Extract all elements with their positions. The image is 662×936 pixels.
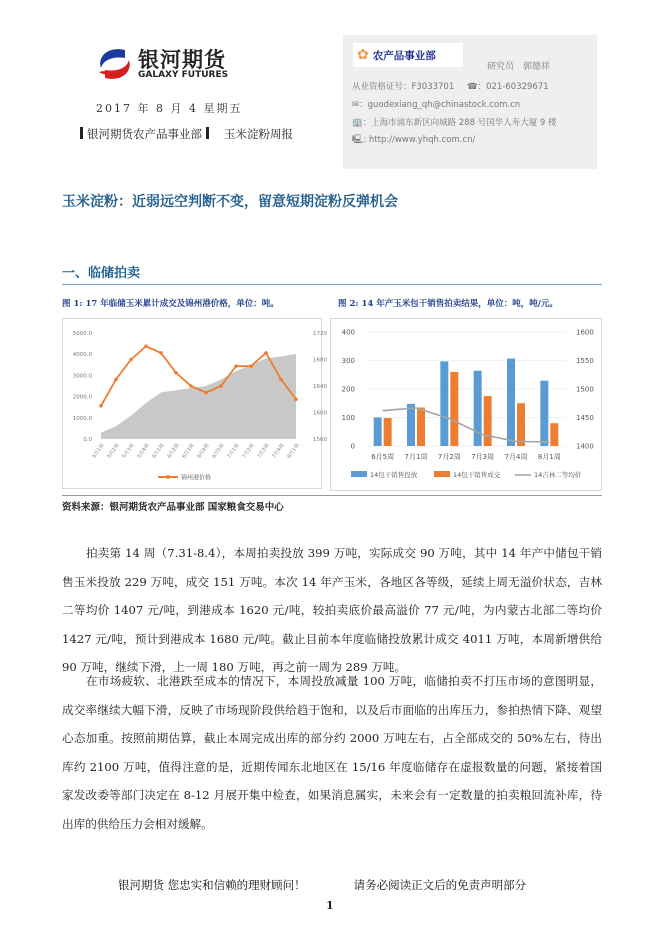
report-date: 2017 年 8 月 4 星期五: [96, 102, 243, 115]
chart1: [62, 318, 327, 489]
report-name: 玉米淀粉周报: [223, 127, 293, 141]
y-tick-left: 4000.0: [72, 352, 92, 359]
bar-release: [474, 371, 482, 446]
bar-release: [440, 361, 448, 446]
researcher: 研究员 郭德祥: [487, 62, 551, 72]
chart1-caption: 图 1: 17 年临储玉米累计成交及锦州港价格，单位：吨。: [62, 299, 279, 309]
y-tick-left: 5000.0: [72, 331, 92, 337]
x-tick: 7月4周: [271, 442, 286, 460]
y-tick-right: 1560: [313, 437, 327, 443]
report-title: 玉米淀粉：近弱远空判断不变，留意短期淀粉反弹机会: [62, 194, 398, 210]
email: ✉：guodexiang_qh@chinastock.com.cn: [352, 100, 521, 110]
bar-release: [374, 418, 382, 447]
price-point: [174, 371, 178, 375]
x-tick: 7月2周: [437, 453, 461, 461]
area-cumulative: [101, 354, 296, 439]
y-tick-left: 0.0: [83, 437, 92, 443]
y-tick-left: 1000.0: [72, 415, 92, 422]
page-number: 1: [326, 899, 334, 912]
source-note: 资料来源：银河期货农产品事业部 国家粮食交易中心: [62, 502, 284, 513]
legend-label: 14包干销售投放: [370, 471, 418, 479]
people-icon: ✿: [357, 47, 369, 63]
x-tick: 7月3周: [256, 442, 271, 460]
website[interactable]: 🖳: http://www.yhqh.com.cn/: [352, 135, 476, 145]
body-paragraph: 拍卖第 14 周（7.31-8.4），本周拍卖投放 399 万吨，实际成交 90 万吨，其中 14 年产中储包干销售玉米投放 229 万吨，成交 151 万吨。本次 14 年产玉米，各地区各等级，延续上周无溢价状态，吉林二等均价 1407 元/吨，到港成本 1620 元/吨，较拍卖底价最高溢价 77 元/吨，为内蒙古北部二等均价 1427 元/吨，预计到港成本 1680 元/吨。截止目前本年度临储投放累计成交 4011 万吨，本周新增供给 90 万吨，继续下滑，上一周 180 万吨，再之前一周为 289 万吨。: [62, 546, 602, 674]
price-point: [234, 364, 238, 368]
y-tick-left: 300: [341, 357, 355, 365]
price-point: [114, 378, 118, 382]
bar-release: [540, 381, 548, 446]
y-tick-right: 1600: [313, 410, 327, 417]
price-point: [99, 404, 103, 408]
x-tick: 7月4周: [504, 453, 528, 461]
bar-deal: [384, 418, 392, 446]
y-tick-right: 1680: [313, 357, 327, 364]
y-tick-right: 1400: [576, 442, 594, 451]
bar-deal: [484, 396, 492, 446]
legend-marker: [166, 475, 170, 479]
price-point: [219, 384, 223, 388]
report-header-line: [76, 126, 293, 142]
bar-deal: [550, 423, 558, 446]
bar-release: [407, 404, 415, 446]
y-tick-left: 200: [341, 385, 355, 394]
x-tick: 6月5周: [371, 453, 395, 461]
price-point: [279, 378, 283, 382]
x-tick: 5月4周: [136, 442, 151, 460]
x-tick: 6月2周: [166, 442, 181, 460]
x-tick: 8月1周: [286, 442, 301, 460]
price-point: [129, 358, 133, 362]
researcher-info-box: [343, 35, 597, 169]
legend-label: 14吉林二等均价: [534, 471, 582, 479]
chart2: [330, 318, 602, 491]
section-heading: 一、临储拍卖: [62, 266, 141, 281]
department: 银河期货农产品事业部: [87, 127, 202, 141]
bar-deal: [417, 408, 425, 446]
price-point: [294, 397, 298, 401]
x-tick: 7月1周: [404, 453, 428, 461]
x-tick: 5月1周: [91, 442, 106, 460]
price-point: [204, 391, 208, 395]
bar-deal: [517, 403, 525, 446]
y-tick-right: 1550: [576, 357, 594, 365]
x-tick: 5月3周: [121, 442, 136, 460]
footer-slogan: 银河期货 您忠实和信赖的理财顾问！: [118, 878, 306, 892]
y-tick-right: 1720: [313, 331, 327, 337]
legend-label: 锦州港价格: [181, 474, 212, 482]
x-tick: 7月3周: [471, 453, 495, 461]
x-tick: 5月2周: [106, 442, 121, 460]
footer-disclaimer: 请务必阅读正文后的免责声明部分: [353, 878, 527, 892]
price-point: [189, 384, 193, 388]
address: 🏢：上海市浦东新区向城路 288 号国华人寿大厦 9 楼: [352, 118, 557, 128]
legend-swatch: [434, 471, 450, 477]
price-point: [264, 351, 268, 355]
galaxy-logo-icon: [95, 46, 135, 82]
logo-text: 银河期货: [138, 48, 226, 72]
y-tick-left: 400: [341, 328, 355, 337]
dept-logo: [353, 43, 463, 67]
y-tick-right: 1500: [576, 385, 594, 394]
y-tick-left: 100: [341, 414, 355, 422]
license: 从业资格证号：F3033701: [352, 82, 455, 92]
y-tick-left: 3000.0: [72, 373, 92, 380]
price-point: [249, 364, 253, 368]
x-tick: 8月1周: [537, 453, 561, 461]
y-tick-left: 2000.0: [72, 394, 92, 401]
divider: [62, 495, 602, 496]
x-tick: 7月2周: [241, 442, 256, 460]
y-tick-right: 1640: [313, 384, 327, 390]
divider: [62, 284, 602, 285]
dept-logo-text: 农产品事业部: [372, 49, 436, 62]
footer: [118, 877, 574, 893]
legend-label: 14包干销售成交: [453, 471, 501, 479]
price-point: [144, 344, 148, 348]
x-tick: 6月3周: [181, 442, 196, 460]
phone: ☎：021-60329671: [467, 82, 549, 92]
legend-swatch: [351, 471, 367, 477]
x-tick: 7月1周: [226, 442, 241, 460]
x-tick: 6月5周: [211, 442, 226, 460]
x-tick: 6月4周: [196, 442, 211, 460]
chart2-caption: 图 2: 14 年产玉米包干销售拍卖结果，单位：吨，吨/元。: [338, 299, 558, 309]
bar-deal: [450, 372, 458, 446]
logo-subtext: GALAXY FUTURES: [138, 70, 229, 80]
bar-release: [507, 359, 515, 446]
y-tick-left: 0: [350, 442, 355, 451]
x-tick: 6月1周: [151, 442, 166, 460]
y-tick-right: 1450: [576, 414, 594, 422]
y-tick-right: 1600: [576, 328, 594, 337]
price-point: [159, 351, 163, 355]
body-paragraph: 在市场疲软、北港跌至成本的情况下，本周投放减量 100 万吨，临储拍卖不打压市场的意图明显，成交率继续大幅下滑，反映了市场现阶段供给趋于饱和，以及后市面临的出库压力，参拍热情下降、观望心态加重。按照前期估算，截止本周完成出库的部分约 2000 万吨左右，占全部成交的 50%左右，待出库约 2100 万吨，值得注意的是，近期传闻东北地区在 15/16 年度临储存在虚报数量的问题，紧接着国家发改委等部门决定在 8-12 月展开集中检查，如果消息属实，未来会有一定数量的拍卖粮回流补库，待出库的供给压力会相对缓解。: [62, 674, 602, 831]
